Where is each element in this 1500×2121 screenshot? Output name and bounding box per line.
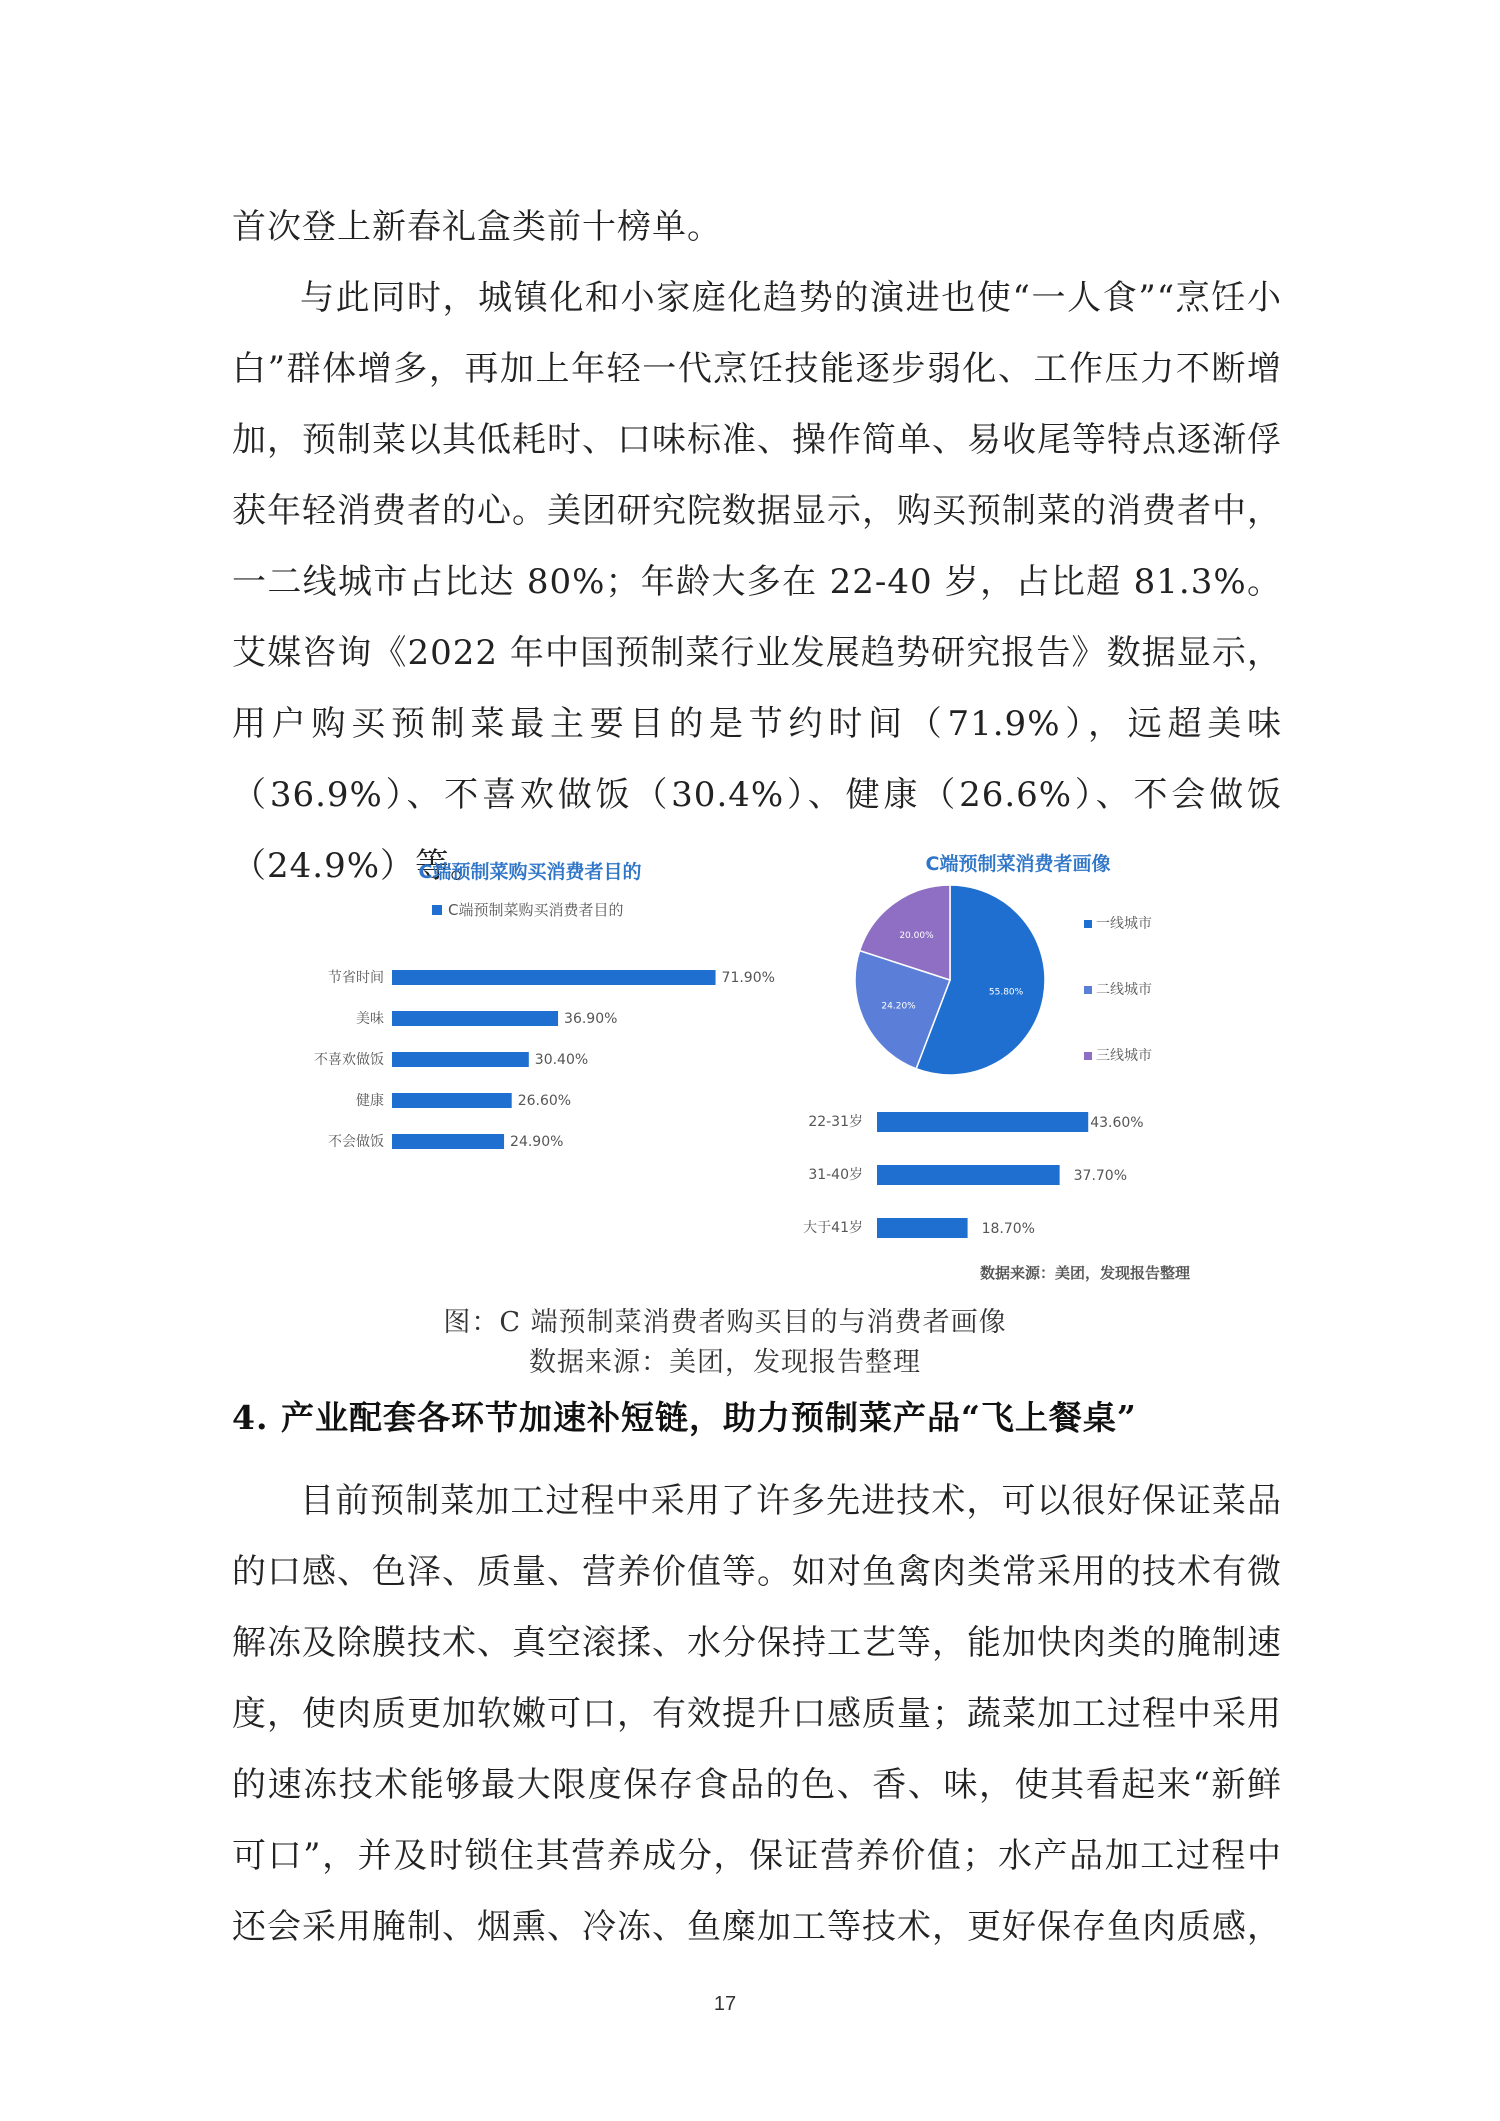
city-pie-label: 24.20% [881, 1001, 916, 1012]
figure-consumer-charts [280, 840, 1230, 1290]
age-value-label: 43.60% [1090, 1115, 1144, 1131]
city-legend-swatch [1084, 986, 1092, 994]
age-bar [877, 1218, 968, 1238]
age-category-label: 大于41岁 [803, 1220, 863, 1236]
purpose-bar [392, 1052, 529, 1067]
paragraph-processing-tech: 目前预制菜加工过程中采用了许多先进技术，可以很好保证菜品的口感、色泽、质量、营养价值等。如对鱼禽肉类常采用的技术有微解冻及除膜技术、真空滚揉、水分保持工艺等，能加快肉类的腌制速度，使肉质更加软嫩可口，有效提升口感质量；蔬菜加工过程中采用的速冻技术能够最大限度保存食品的色、香、味，使其看起来“新鲜可口”，并及时锁住其营养成分，保证营养价值；水产品加工过程中还会采用腌制、烟熏、冷冻、鱼糜加工等技术，更好保存鱼肉质感， [232, 1481, 1282, 1947]
city-legend-swatch [1084, 1052, 1092, 1060]
purpose-bar [392, 970, 716, 985]
city-legend-label: 一线城市 [1096, 916, 1152, 932]
purpose-category-label: 健康 [356, 1093, 384, 1109]
city-pie-label: 55.80% [988, 987, 1024, 998]
age-category-label: 31-40岁 [808, 1167, 863, 1183]
charts-svg [280, 840, 1230, 1290]
city-pie-label: 20.00% [899, 930, 934, 941]
purpose-category-label: 不喜欢做饭 [314, 1052, 384, 1068]
age-category-label: 22-31岁 [808, 1114, 863, 1130]
purpose-category-label: 不会做饭 [328, 1134, 384, 1150]
purpose-bar [392, 1134, 504, 1149]
purpose-chart-title: C端预制菜购买消费者目的 [418, 861, 642, 883]
age-value-label: 37.70% [1073, 1168, 1128, 1184]
purpose-value-label: 71.90% [721, 970, 775, 986]
purpose-bar-group [314, 969, 775, 1150]
city-legend-group [1084, 915, 1152, 1064]
figure-source: 数据来源：美团，发现报告整理 [529, 1347, 921, 1378]
age-bar-group [803, 1112, 1143, 1238]
purpose-value-label: 30.40% [534, 1052, 589, 1068]
purpose-value-label: 26.60% [517, 1093, 572, 1109]
page-number: 17 [713, 1993, 737, 2015]
city-legend-swatch [1084, 920, 1092, 928]
profile-chart-title: C端预制菜消费者画像 [925, 853, 1111, 875]
purpose-category-label: 美味 [356, 1011, 384, 1027]
purpose-legend-swatch [432, 905, 442, 915]
city-legend-label: 三线城市 [1096, 1048, 1152, 1064]
purpose-value-label: 36.90% [564, 1011, 618, 1027]
paragraph-consumer-trends: 与此同时，城镇化和小家庭化趋势的演进也使“一人食”“烹饪小白”群体增多，再加上年轻一代烹饪技能逐步弱化、工作压力不断增加，预制菜以其低耗时、口味标准、操作简单、易收尾等特点逐渐俘获年轻消费者的心。美团研究院数据显示，购买预制菜的消费者中，一二线城市占比达 80%；年龄大多在 22-40 岁，占比超 81.3%。艾媒咨询《2022 年中国预制菜行业发展趋势研究报告》数据显示，用户购买预制菜最主要目的是节约时间（71.9%），远超美味（36.9%）、不喜欢做饭（30.4%）、健康（26.6%）、不会做饭（24.9%）等。 [232, 278, 1282, 886]
chart-source-note: 数据来源：美团，发现报告整理 [979, 1264, 1190, 1282]
age-value-label: 18.70% [981, 1221, 1035, 1237]
city-legend-label: 二线城市 [1096, 982, 1152, 998]
purpose-category-label: 节省时间 [328, 970, 384, 986]
section-heading: 4. 产业配套各环节加速补短链，助力预制菜产品“飞上餐桌” [232, 1398, 1137, 1437]
age-bar [877, 1165, 1060, 1185]
age-bar [877, 1112, 1088, 1132]
city-pie-group [855, 885, 1045, 1075]
purpose-value-label: 24.90% [510, 1134, 564, 1150]
purpose-bar [392, 1093, 512, 1108]
purpose-bar [392, 1011, 558, 1026]
purpose-legend-label: C端预制菜购买消费者目的 [448, 901, 624, 919]
figure-caption: 图：C 端预制菜消费者购买目的与消费者画像 [443, 1307, 1007, 1338]
paragraph-continuation: 首次登上新春礼盒类前十榜单。 [232, 207, 722, 247]
